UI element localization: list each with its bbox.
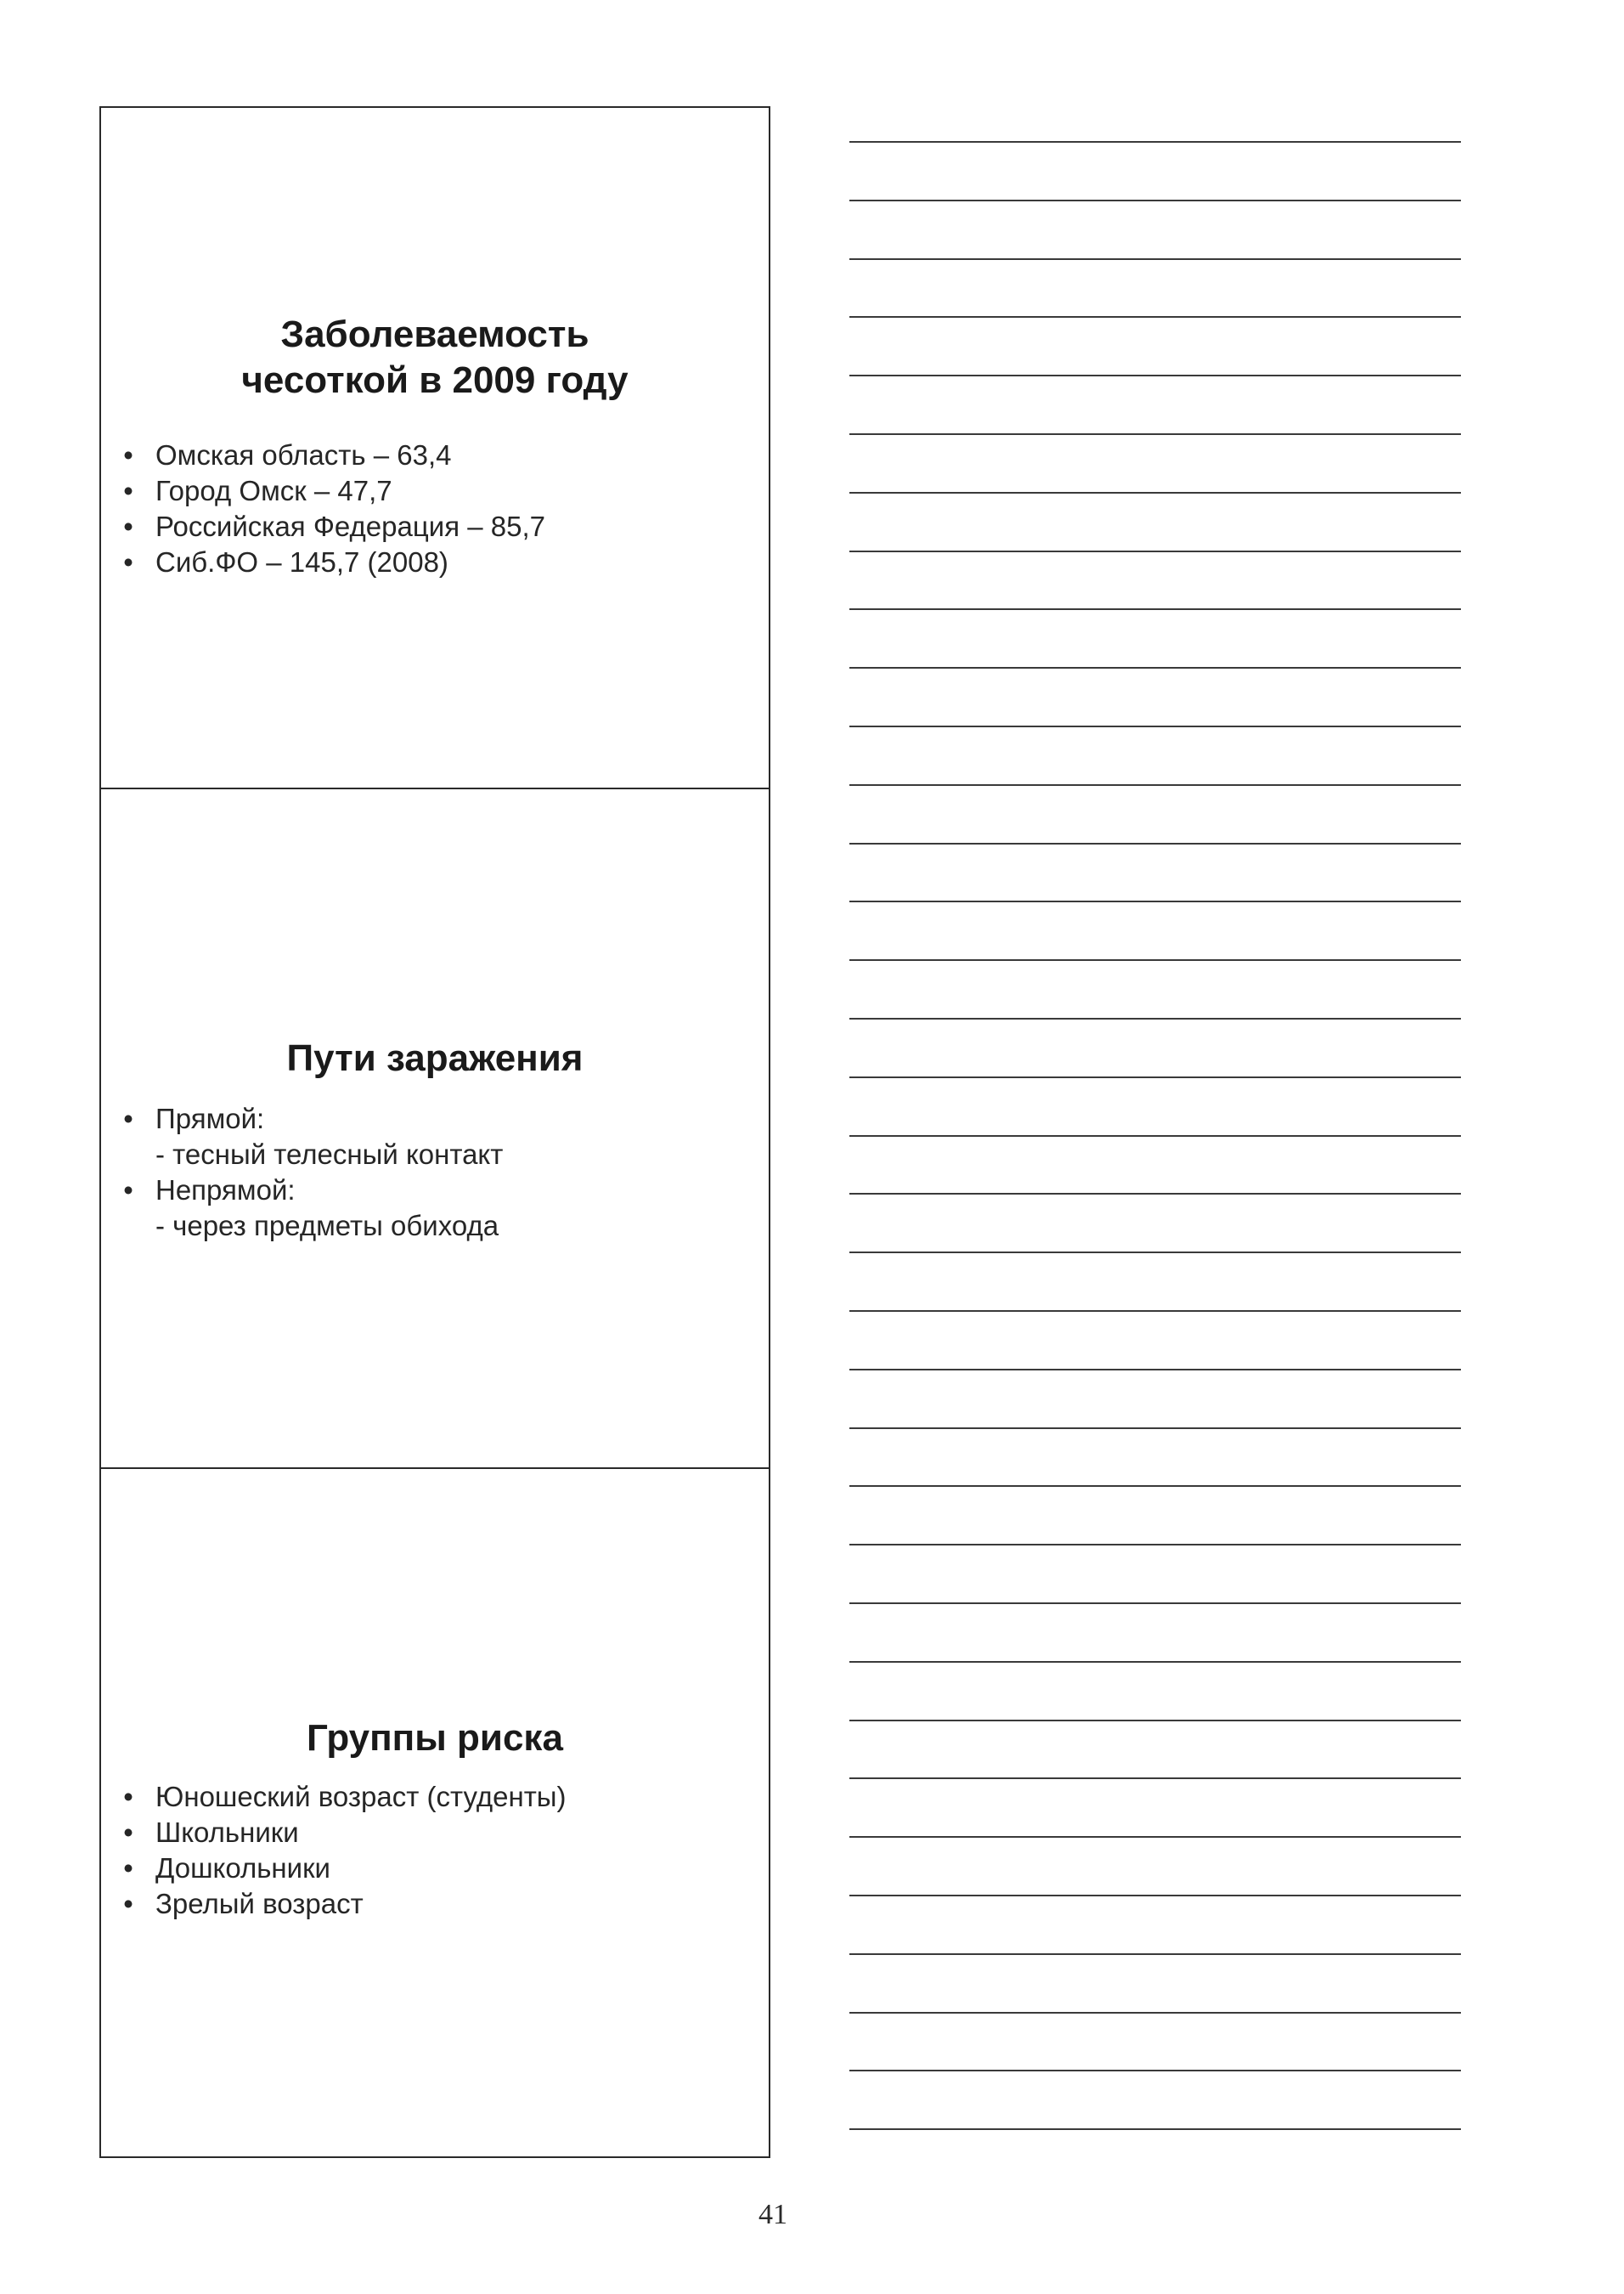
slide-title	[101, 1036, 769, 1082]
bullet-item	[120, 1172, 503, 1244]
bullet-icon: •	[123, 1817, 133, 1848]
slide-transmission	[101, 788, 769, 1467]
note-line	[849, 2070, 1461, 2071]
note-line	[849, 551, 1461, 552]
note-line	[849, 492, 1461, 494]
bullet-icon: •	[123, 1103, 133, 1134]
title-line: Пути заражения	[286, 1037, 584, 1079]
slide-risk-groups	[101, 1467, 769, 2156]
bullet-list	[120, 438, 545, 580]
note-line	[849, 1720, 1461, 1721]
note-line	[849, 200, 1461, 201]
note-line	[849, 1076, 1461, 1078]
slide-title	[101, 1715, 769, 1761]
note-line	[849, 1485, 1461, 1487]
note-line	[849, 2128, 1461, 2130]
bullet-text: Омская область – 63,4	[155, 439, 452, 471]
bullet-icon: •	[123, 475, 133, 506]
bullet-subtext: - через предметы обихода	[155, 1210, 499, 1241]
page-number: 41	[758, 2199, 787, 2230]
bullet-item	[120, 1850, 567, 1886]
note-line	[849, 1602, 1461, 1604]
bullet-text: Непрямой:	[155, 1174, 296, 1206]
note-line	[849, 375, 1461, 376]
note-line	[849, 1661, 1461, 1663]
note-line	[849, 1427, 1461, 1429]
bullet-text: Российская Федерация – 85,7	[155, 511, 545, 542]
title-line: Группы риска	[307, 1717, 563, 1759]
bullet-icon: •	[123, 439, 133, 471]
slide-title	[101, 312, 769, 404]
bullet-item	[120, 509, 545, 545]
bullet-item	[120, 1815, 567, 1850]
bullet-text: Прямой:	[155, 1103, 265, 1134]
bullet-item	[120, 1779, 567, 1815]
note-line	[849, 959, 1461, 961]
note-line	[849, 1018, 1461, 1020]
bullet-list	[120, 1779, 567, 1922]
bullet-icon: •	[123, 1888, 133, 1919]
bullet-subtext: - тесный телесный контакт	[155, 1139, 504, 1170]
bullet-text: Юношеский возраст (студенты)	[155, 1781, 567, 1812]
note-line	[849, 1544, 1461, 1545]
bullet-item	[120, 545, 545, 580]
bullet-icon: •	[123, 546, 133, 578]
note-line	[849, 1369, 1461, 1370]
bullet-text: Школьники	[155, 1817, 299, 1848]
bullet-item	[120, 438, 545, 473]
note-line	[849, 784, 1461, 786]
title-line: чесоткой в 2009 году	[241, 359, 629, 401]
note-line	[849, 258, 1461, 260]
note-line	[849, 1895, 1461, 1896]
note-line	[849, 1310, 1461, 1312]
note-line	[849, 667, 1461, 669]
note-line	[849, 1953, 1461, 1955]
bullet-item	[120, 473, 545, 509]
bullet-item	[120, 1101, 503, 1172]
note-line	[849, 726, 1461, 727]
note-line	[849, 141, 1461, 143]
slide-incidence	[101, 108, 769, 788]
bullet-list	[120, 1101, 503, 1244]
bullet-text: Город Омск – 47,7	[155, 475, 392, 506]
note-line	[849, 2012, 1461, 2014]
slides-frame	[99, 106, 770, 2158]
note-line	[849, 1252, 1461, 1253]
note-line	[849, 433, 1461, 435]
note-line	[849, 608, 1461, 610]
bullet-text: Дошкольники	[155, 1852, 330, 1884]
note-line	[849, 901, 1461, 902]
bullet-icon: •	[123, 511, 133, 542]
note-line	[849, 1135, 1461, 1137]
bullet-text: Зрелый возраст	[155, 1888, 364, 1919]
bullet-icon: •	[123, 1174, 133, 1206]
note-line	[849, 316, 1461, 318]
bullet-text: Сиб.ФО – 145,7 (2008)	[155, 546, 448, 578]
bullet-item	[120, 1886, 567, 1922]
bullet-icon: •	[123, 1852, 133, 1884]
note-line	[849, 843, 1461, 845]
note-line	[849, 1777, 1461, 1779]
bullet-icon: •	[123, 1781, 133, 1812]
notes-area	[849, 0, 1461, 2158]
note-line	[849, 1193, 1461, 1195]
title-line: Заболеваемость	[280, 314, 589, 355]
note-line	[849, 1836, 1461, 1838]
